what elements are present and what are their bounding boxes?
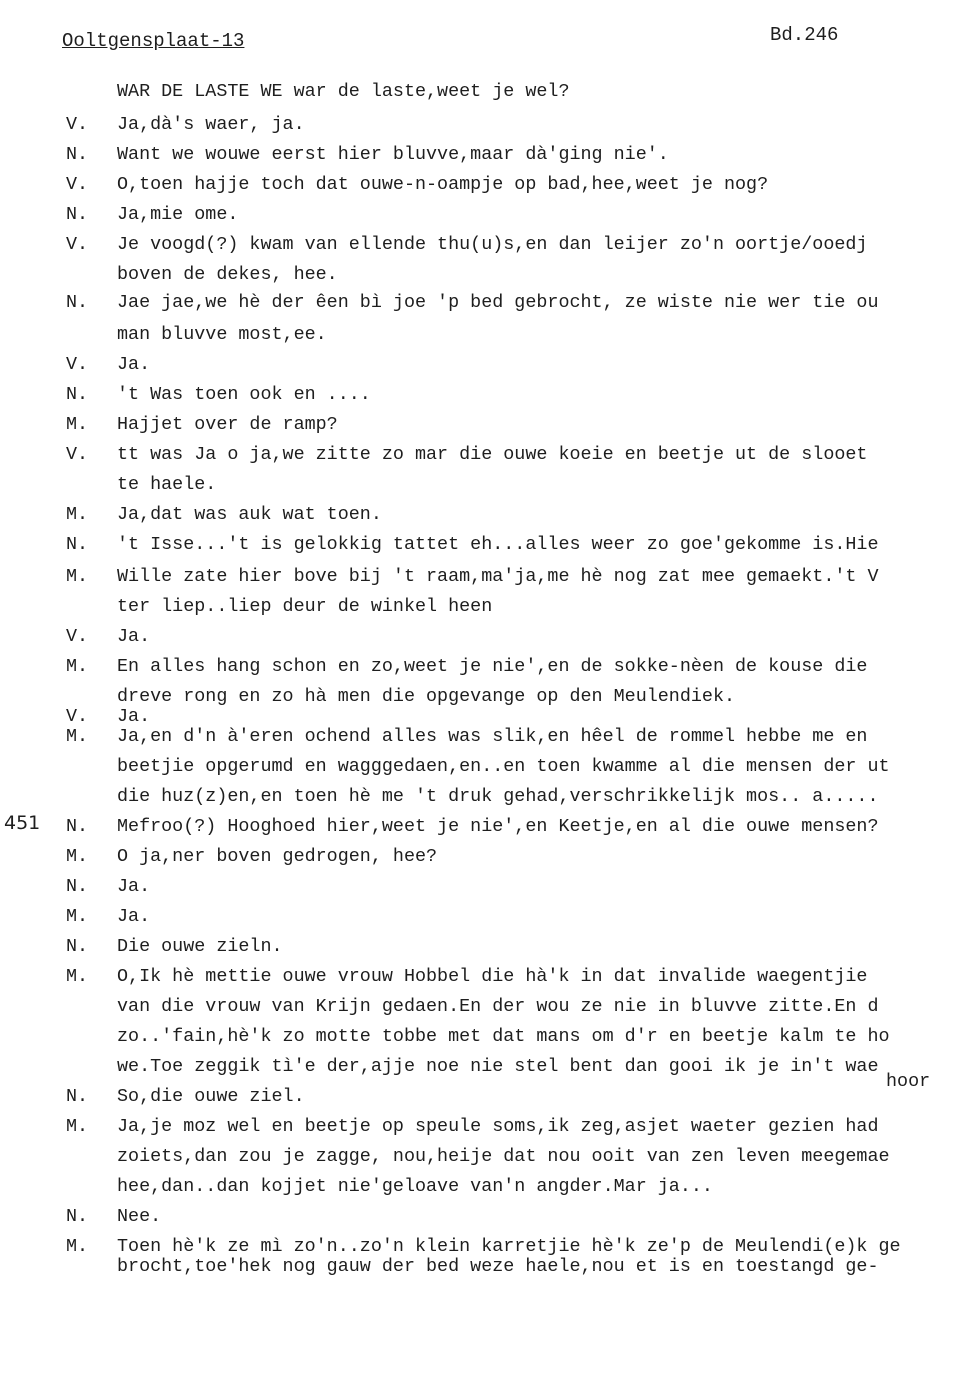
transcript-line — [0, 1203, 966, 1231]
speaker-label: V. — [66, 354, 89, 375]
transcript-line — [0, 753, 966, 781]
transcript-line — [0, 141, 966, 169]
transcript-line — [0, 843, 966, 871]
speaker-label: M. — [66, 1116, 89, 1137]
line-text: ter liep..liep deur de winkel heen — [117, 596, 493, 617]
transcript-line — [0, 813, 966, 841]
transcript-line — [0, 623, 966, 651]
speaker-label: M. — [66, 656, 89, 677]
speaker-label: N. — [66, 384, 89, 405]
line-text: Jae jae,we hè der êen bì joe 'p bed gebrocht, ze wiste nie wer tie ou — [117, 292, 879, 313]
line-text: boven de dekes, hee. — [117, 264, 338, 285]
transcript-line — [0, 593, 966, 621]
line-text: te haele. — [117, 474, 217, 495]
transcript-line — [0, 783, 966, 811]
line-text: we.Toe zeggik tì'e der,ajje noe nie stel bent dan gooi ik je in't wae — [117, 1056, 879, 1077]
speaker-label: N. — [66, 1086, 89, 1107]
overflow-fragment: hoor — [886, 1071, 931, 1092]
line-text: Want we wouwe eerst hier bluvve,maar dà'ging nie'. — [117, 144, 669, 165]
speaker-label: V. — [66, 706, 89, 727]
speaker-label: V. — [66, 444, 89, 465]
transcript-line — [0, 351, 966, 379]
transcript-line — [0, 1253, 966, 1281]
speaker-label: M. — [66, 846, 89, 867]
speaker-label: V. — [66, 114, 89, 135]
speaker-label: N. — [66, 292, 89, 313]
line-text: Ja. — [117, 626, 151, 647]
line-text: WAR DE LASTE WE war de laste,weet je wel? — [117, 81, 570, 102]
speaker-label: V. — [66, 234, 89, 255]
line-text: man bluvve most,ee. — [117, 324, 327, 345]
speaker-label: M. — [66, 566, 89, 587]
line-text: Ja. — [117, 706, 151, 727]
speaker-label: M. — [66, 504, 89, 525]
speaker-label: N. — [66, 204, 89, 225]
line-text: O ja,ner boven gedrogen, hee? — [117, 846, 438, 867]
line-text: zoiets,dan zou je zagge, nou,heije dat nou ooit van zen leven meegemae — [117, 1146, 890, 1167]
transcript-line — [0, 933, 966, 961]
line-text: 't Isse...'t is gelokkig tattet eh...alles weer zo goe'gekomme is.Hie — [117, 534, 879, 555]
transcript-line — [0, 111, 966, 139]
transcript-line — [0, 1083, 966, 1111]
transcript-line — [0, 563, 966, 591]
line-text: dreve rong en zo hà men die opgevange op den Meulendiek. — [117, 686, 736, 707]
line-text: Ja. — [117, 354, 151, 375]
transcript-line — [0, 381, 966, 409]
line-text: Ja. — [117, 906, 151, 927]
speaker-label: V. — [66, 626, 89, 647]
transcript-line — [0, 261, 966, 289]
line-text: O,Ik hè mettie ouwe vrouw Hobbel die hà'k in dat invalide waegentjie — [117, 966, 868, 987]
line-text: En alles hang schon en zo,weet je nie',en de sokke-nèen de kouse die — [117, 656, 868, 677]
transcript-line — [0, 471, 966, 499]
speaker-label: N. — [66, 534, 89, 555]
line-text: Je voogd(?) kwam van ellende thu(u)s,en dan leijer zo'n oortje/ooedj — [117, 234, 868, 255]
transcript-line — [0, 1023, 966, 1051]
transcript-line — [0, 1113, 966, 1141]
line-text: Ja,en d'n à'eren ochend alles was slik,en hêel de rommel hebbe me en — [117, 726, 868, 747]
line-text: tt was Ja o ja,we zitte zo mar die ouwe koeie en beetje ut de slooet — [117, 444, 868, 465]
transcript-line — [0, 441, 966, 469]
transcript-line — [0, 501, 966, 529]
line-text: Wille zate hier bove bij 't raam,ma'ja,me hè nog zat mee gemaekt.'t V — [117, 566, 879, 587]
line-text: Mefroo(?) Hooghoed hier,weet je nie',en Keetje,en al die ouwe mensen? — [117, 816, 879, 837]
transcript-line — [0, 171, 966, 199]
speaker-label: N. — [66, 816, 89, 837]
line-text: hee,dan..dan kojjet nie'geloave van'n angder.Mar ja... — [117, 1176, 713, 1197]
margin-annotation: 451 — [4, 812, 41, 834]
line-text: die huz(z)en,en toen hè me 't druk gehad,verschrikkelijk mos.. a..... — [117, 786, 879, 807]
line-text: Ja,dà's waer, ja. — [117, 114, 305, 135]
line-text: Hajjet over de ramp? — [117, 414, 338, 435]
speaker-label: M. — [66, 966, 89, 987]
line-text: Nee. — [117, 1206, 162, 1227]
speaker-label: N. — [66, 936, 89, 957]
transcript-line — [0, 411, 966, 439]
line-text: 't Was toen ook en .... — [117, 384, 371, 405]
transcript-line — [0, 873, 966, 901]
speaker-label: V. — [66, 174, 89, 195]
transcript-line — [0, 723, 966, 751]
transcript-line — [0, 993, 966, 1021]
location-header: Ooltgensplaat-13 — [62, 30, 245, 52]
line-text: brocht,toe'hek nog gauw der bed weze haele,nou et is en toestangd ge- — [117, 1256, 879, 1277]
speaker-label: M. — [66, 1236, 89, 1257]
line-text: Ja,dat was auk wat toen. — [117, 504, 382, 525]
transcript-line — [0, 903, 966, 931]
speaker-label: N. — [66, 1206, 89, 1227]
transcript-line — [0, 653, 966, 681]
line-text: Die ouwe zieln. — [117, 936, 283, 957]
speaker-label: N. — [66, 144, 89, 165]
line-text: O,toen hajje toch dat ouwe-n-oampje op bad,hee,weet je nog? — [117, 174, 769, 195]
transcript-line — [0, 78, 966, 106]
transcript-line — [0, 963, 966, 991]
transcript-line — [0, 289, 966, 317]
transcript-line — [0, 231, 966, 259]
speaker-label: M. — [66, 906, 89, 927]
speaker-label: N. — [66, 876, 89, 897]
transcript-line — [0, 1173, 966, 1201]
line-text: Toen hè'k ze mì zo'n..zo'n klein karretjie hè'k ze'p de Meulendi(e)k ge — [117, 1236, 901, 1257]
line-text: So,die ouwe ziel. — [117, 1086, 305, 1107]
transcript-line — [0, 201, 966, 229]
transcript-line — [0, 1053, 966, 1081]
line-text: Ja. — [117, 876, 151, 897]
speaker-label: M. — [66, 414, 89, 435]
line-text: van die vrouw van Krijn gedaen.En der wou ze nie in bluvve zitte.En d — [117, 996, 879, 1017]
line-text: Ja,je moz wel en beetje op speule soms,ik zeg,asjet waeter gezien had — [117, 1116, 879, 1137]
speaker-label: M. — [66, 726, 89, 747]
volume-number: Bd.246 — [770, 24, 839, 46]
line-text: zo..'fain,hè'k zo motte tobbe met dat mans om d'r en beetje kalm te ho — [117, 1026, 890, 1047]
line-text: beetjie opgerumd en wagggedaen,en..en toen kwamme al die mensen der ut — [117, 756, 890, 777]
line-text: Ja,mie ome. — [117, 204, 239, 225]
transcript-line — [0, 321, 966, 349]
transcript-line — [0, 531, 966, 559]
transcript-line — [0, 1143, 966, 1171]
